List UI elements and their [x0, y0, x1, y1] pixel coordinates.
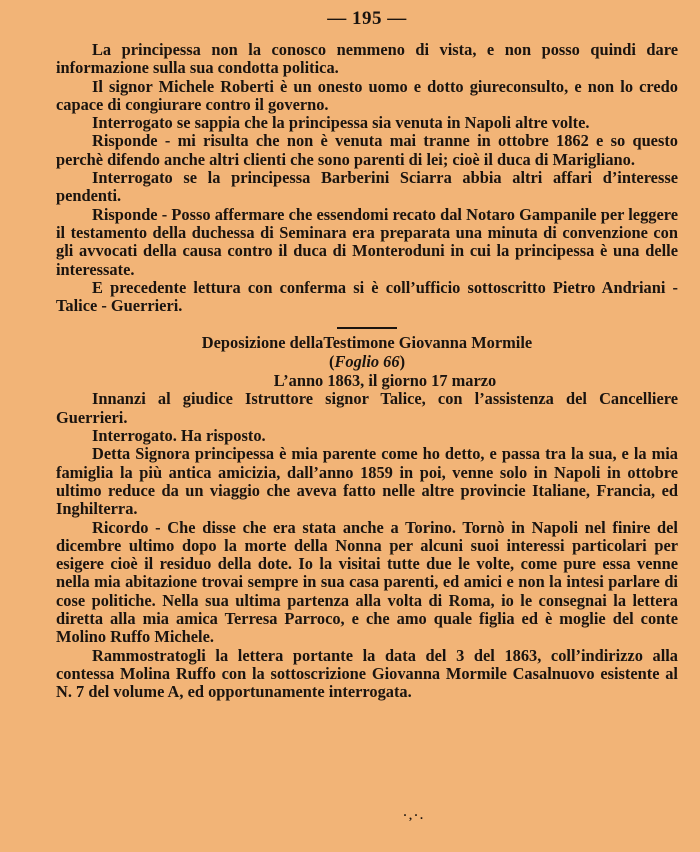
- paragraph: La principessa non la conosco nemmeno di vista, e non posso quindi dare informazione sulla sua condotta politica.: [56, 40, 678, 78]
- section-divider: [337, 327, 397, 329]
- deposition-title: Deposizione dellaTestimone Giovanna Mormile: [201, 333, 533, 353]
- folio-open: (: [328, 352, 335, 372]
- paragraph: Interrogato se la principessa Barberini Sciarra abbia altri affari d’interesse pendenti.: [56, 168, 678, 206]
- paragraph: Interrogato se sappia che la principessa sia venuta in Napoli altre volte.: [92, 113, 590, 133]
- paragraph: E precedente lettura con conferma si è coll’ufficio sottoscritto Pietro Andriani - Talice - Guerrieri.: [56, 277, 678, 316]
- stray-ink-mark: ·,·.: [403, 808, 426, 822]
- paragraph: Il signor Michele Roberti è un onesto uomo e dotto giureconsulto, e non lo credo capace di congiurare contro il governo.: [56, 76, 678, 114]
- folio-close: ): [399, 352, 406, 372]
- page-number: — 195 —: [327, 8, 407, 29]
- folio-label: Foglio 66: [334, 352, 400, 372]
- paragraph: Ricordo - Che disse che era stata anche a Torino. Tornò in Napoli nel finire del dicembre ultimo dopo la morte della Nonna per alcuni suoi interessi particolari per esigere cioè il residuo della dote. Io la visitai tutte due le volte, come pure essa venne nella mia abitazione trovai sempre in sua casa parenti, ed amici e non la intesi parlare di cose politiche. Nella sua ultima partenza alla volta di Roma, io le consegnai la lettera diretta alla mia amica Terresa Parroco, e che amo quale figlia ed è moglie del conte Molino Ruffo Michele.: [56, 517, 678, 647]
- folio-reference: [56, 352, 678, 371]
- deposition-date: L’anno 1863, il giorno 17 marzo: [273, 371, 497, 391]
- paragraph: Risponde - Posso affermare che essendomi recato dal Notaro Gampanile per leggere il testamento della duchessa di Seminara era preparata una minuta di convenzione con gli avvocati della causa contro il duca di Monteroduni in cui la principessa è una delle interessate.: [56, 204, 678, 279]
- paragraph: Risponde - mi risulta che non è venuta mai tranne in ottobre 1862 e so questo perchè difendo anche altri clienti che sono parenti di lei; cioè il duca di Marigliano.: [56, 131, 678, 169]
- paragraph: Rammostratogli la lettera portante la data del 3 del 1863, coll’indirizzo alla contessa Molina Ruffo con la sottoscrizione Giovanna Mormile Casalnuovo esistente al N. 7 del volume A, ed opportunamente interrogata.: [56, 645, 678, 702]
- paragraph: Detta Signora principessa è mia parente come ho detto, e passa tra la sua, e la mia famiglia la più antica amicizia, dall’anno 1859 in poi, venne solo in Napoli in ottobre ultimo reduce da un viaggio che aveva fatto nelle altre provincie Italiane, Francia, ed Inghilterra.: [56, 444, 678, 519]
- paragraph: Innanzi al giudice Istruttore signor Talice, con l’assistenza del Cancelliere Guerrieri.: [56, 389, 678, 427]
- paragraph: Interrogato. Ha risposto.: [92, 426, 266, 446]
